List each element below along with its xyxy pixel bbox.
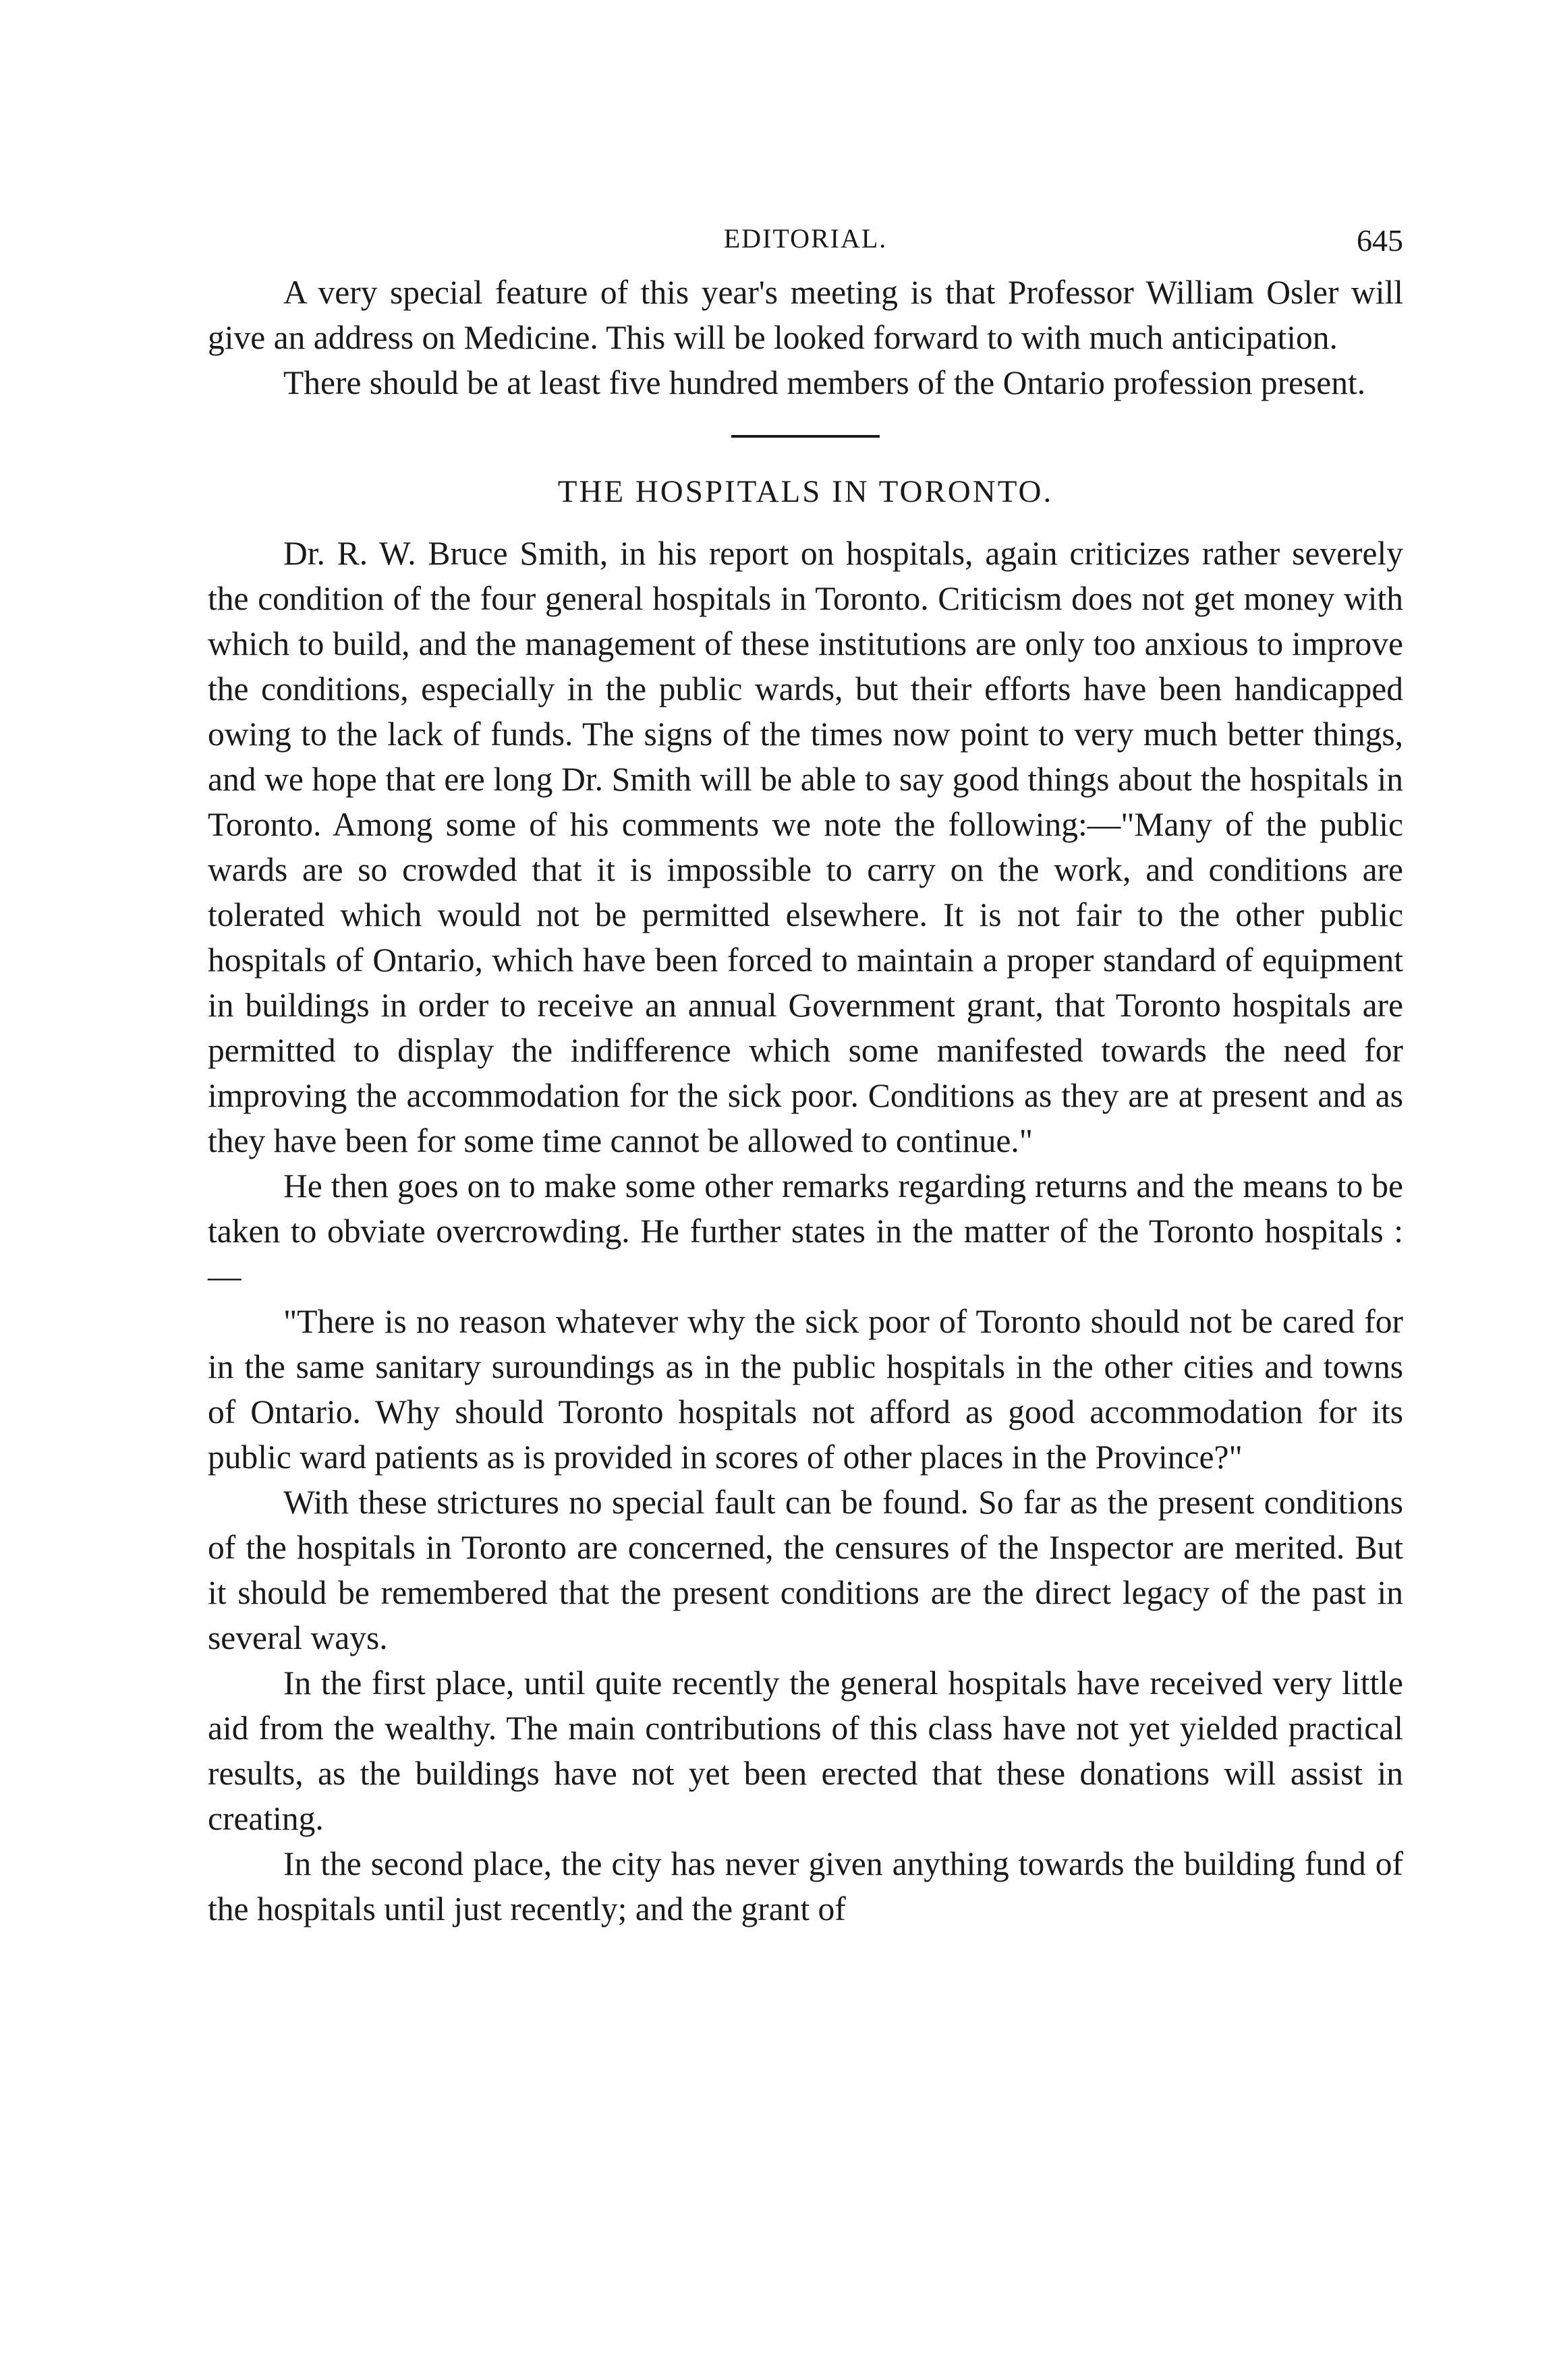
- article-paragraph-6: In the second place, the city has never given anything towards the building fund of the hospitals until just recently; and the grant of: [208, 1845, 1403, 1927]
- running-head: [208, 223, 1403, 270]
- page-number: 645: [1357, 223, 1403, 258]
- article-paragraph-3: "There is no reason whatever why the sick poor of Toronto should not be cared for in the same sanitary suroundings as in the public hospitals in the other cities and towns of Ontario. Why should Toronto hospitals not afford as good accommodation for its public ward patients as is provided in scores of other places in the Province?": [208, 1303, 1403, 1476]
- section-divider: [731, 435, 880, 438]
- intro-paragraph-2: There should be at least five hundred members of the Ontario profession present.: [283, 364, 1366, 401]
- section-title: EDITORIAL.: [723, 223, 888, 254]
- article-paragraph-5: In the first place, until quite recently the general hospitals have received very little aid from the wealthy. The main contributions of this class have not yet yielded practical results, as the buildings have not yet been erected that these donations will assist in creating.: [208, 1664, 1403, 1837]
- intro-paragraph-1: A very special feature of this year's meeting is that Professor William Osler will give an address on Medicine. This will be looked forward to with much anticipation.: [208, 274, 1403, 356]
- article-paragraph-4: With these strictures no special fault can be found. So far as the present conditions of the hospitals in Toronto are concerned, the censures of the Inspector are merited. But it should be remembered that the present conditions are the direct legacy of the past in several ways.: [208, 1484, 1403, 1656]
- document-page: [208, 223, 1403, 1932]
- article-title: THE HOSPITALS IN TORONTO.: [557, 474, 1054, 509]
- article-paragraph-2: He then goes on to make some other remarks regarding returns and the means to be taken to obviate overcrowding. He further states in the matter of the Toronto hospitals :—: [208, 1167, 1403, 1295]
- article-paragraph-1: Dr. R. W. Bruce Smith, in his report on hospitals, again criticizes rather severely the condition of the four general hospitals in Toronto. Criticism does not get money with which to build, and the management of these institutions are only too anxious to improve the conditions, especially in the public wards, but their efforts have been handicapped owing to the lack of funds. The signs of the times now point to very much better things, and we hope that ere long Dr. Smith will be able to say good things about the hospitals in Toronto. Among some of his comments we note the following:—"Many of the public wards are so crowded that it is impossible to carry on the work, and conditions are tolerated which would not be permitted elsewhere. It is not fair to the other public hospitals of Ontario, which have been forced to maintain a proper standard of equipment in buildings in order to receive an annual Government grant, that Toronto hospitals are permitted to display the indifference which some manifested towards the need for improving the accommodation for the sick poor. Conditions as they are at present and as they have been for some time cannot be allowed to continue.": [208, 535, 1403, 1159]
